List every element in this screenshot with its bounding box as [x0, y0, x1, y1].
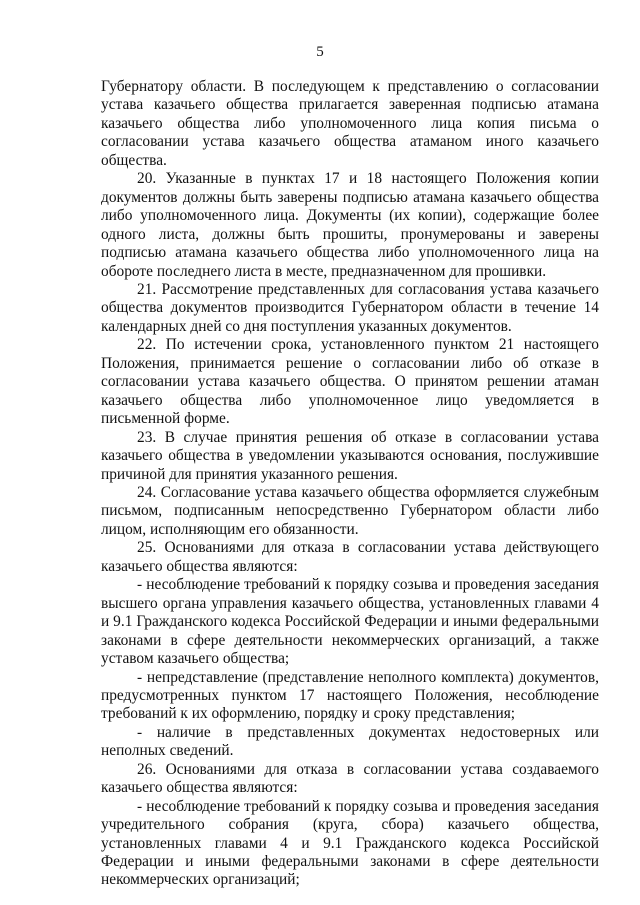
- paragraph: - несоблюдение требований к порядку созыва и проведения заседания учредительного собрания (круга, сбора) казачьего общества, установленных главами 4 и 9.1 Гражданского кодекса Российской Федерации и иными федеральными законами в сфере деятельности некоммерческих организаций;: [101, 797, 599, 889]
- paragraph: - непредставление (представление неполного комплекта) документов, предусмотренных пунктом 17 настоящего Положения, несоблюдение требований к их оформлению, порядку и сроку представления;: [101, 668, 599, 723]
- paragraph: 20. Указанные в пунктах 17 и 18 настоящего Положения копии документов должны быть заверены подписью атамана казачьего общества либо уполномоченного лица. Документы (их копии), содержащие более одного листа, должны быть прошиты, пронумерованы и заверены подписью атамана казачьего общества либо уполномоченного лица на обороте последнего листа в месте, предназначенном для прошивки.: [101, 170, 599, 280]
- document-body: [101, 78, 599, 890]
- paragraph: 26. Основаниями для отказа в согласовании устава создаваемого казачьего общества являются:: [101, 760, 599, 797]
- paragraph: Губернатору области. В последующем к представлению о согласовании устава казачьего общества прилагается заверенная подписью атамана казачьего общества либо уполномоченного лица копия письма о согласовании устава казачьего общества атаманом иного казачьего общества.: [101, 78, 599, 169]
- paragraph: - наличие в представленных документах недостоверных или неполных сведений.: [101, 723, 599, 760]
- paragraph: - несоблюдение требований к порядку созыва и проведения заседания высшего органа управления казачьего общества, установленных главами 4 и 9.1 Гражданского кодекса Российской Федерации и иными федеральными законами в сфере деятельности некоммерческих организаций, а также уставом казачьего общества;: [101, 576, 599, 668]
- paragraph: 23. В случае принятия решения об отказе в согласовании устава казачьего общества в уведомлении указываются основания, послужившие причиной для принятия указанного решения.: [101, 428, 599, 483]
- paragraph: 21. Рассмотрение представленных для согласования устава казачьего общества документов производится Губернатором области в течение 14 календарных дней со дня поступления указанных документов.: [101, 280, 599, 335]
- paragraph: 22. По истечении срока, установленного пунктом 21 настоящего Положения, принимается решение о согласовании либо об отказе в согласовании устава казачьего общества. О принятом решении атаман казачьего общества либо уполномоченное лицо уведомляется в письменной форме.: [101, 336, 599, 428]
- paragraph: 24. Согласование устава казачьего общества оформляется служебным письмом, подписанным непосредственно Губернатором области либо лицом, исполняющим его обязанности.: [101, 483, 599, 538]
- paragraph: 25. Основаниями для отказа в согласовании устава действующего казачьего общества являются:: [101, 539, 599, 575]
- page-number: 5: [316, 44, 324, 60]
